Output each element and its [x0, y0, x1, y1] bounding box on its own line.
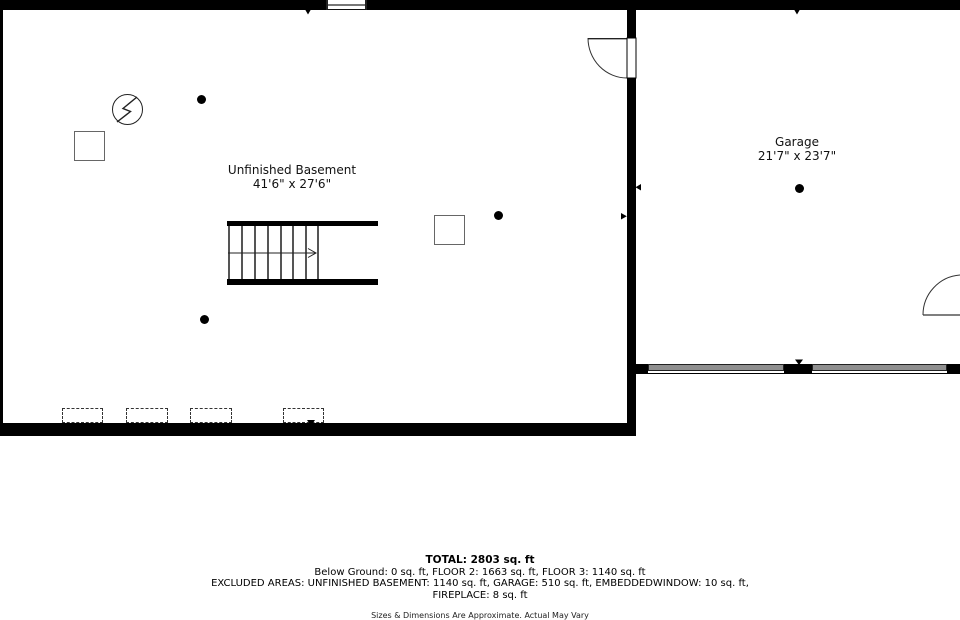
- support-post-square: [434, 215, 465, 245]
- top-wall: [0, 0, 960, 10]
- garage-door-right: [812, 364, 947, 374]
- stair-riser: [280, 226, 282, 279]
- window-well: [126, 408, 168, 423]
- room-name: Unfinished Basement: [227, 163, 357, 177]
- garage-door-left: [648, 364, 784, 374]
- door-swing-arc: [588, 38, 627, 78]
- window-icon: [326, 0, 367, 10]
- window-well: [62, 408, 103, 423]
- window-well: [190, 408, 232, 423]
- stair-riser: [317, 226, 319, 279]
- column-dot: [494, 211, 503, 220]
- column-dot: [200, 315, 209, 324]
- garage-door-panel: [648, 364, 784, 371]
- window-pane-line: [328, 4, 365, 6]
- support-post-square: [74, 131, 105, 161]
- stair-riser: [254, 226, 256, 279]
- window-well: [283, 408, 324, 423]
- wall-tick: [636, 184, 642, 191]
- garage-door-panel: [812, 364, 947, 371]
- basement-bottom-wall: [0, 423, 636, 436]
- column-dot: [795, 184, 804, 193]
- total-area-text: TOTAL: 2803 sq. ft: [425, 554, 535, 566]
- garage-entry-door-swing-arc: [923, 275, 960, 315]
- stair-riser: [228, 226, 230, 279]
- electrical-panel-icon: [112, 94, 143, 125]
- room-label-garage: [697, 136, 897, 163]
- room-dimensions: 21'7" x 23'7": [757, 148, 837, 163]
- stair-riser: [241, 226, 243, 279]
- divider-wall: [627, 0, 636, 436]
- stairs-direction-arrowhead: [308, 249, 316, 258]
- left-wall: [0, 0, 3, 436]
- stair-riser: [267, 226, 269, 279]
- room-label-basement: [192, 164, 392, 191]
- excluded-areas-text2: FIREPLACE: 8 sq. ft: [432, 589, 528, 601]
- column-dot: [197, 95, 206, 104]
- stairs-bottom-wall: [227, 279, 378, 285]
- room-name: Garage: [775, 135, 819, 149]
- stairs-top-wall: [227, 221, 378, 226]
- excluded-areas-text: EXCLUDED AREAS: UNFINISHED BASEMENT: 1140 sq. ft, GARAGE: 510 sq. ft, EMBEDDEDWINDOW: 10 sq. ft,: [211, 578, 749, 589]
- area-summary: [0, 555, 960, 601]
- stair-riser: [292, 226, 294, 279]
- disclaimer-text: Sizes & Dimensions Are Approximate. Actual May Vary: [371, 611, 589, 620]
- room-dimensions: 41'6" x 27'6": [252, 176, 332, 191]
- floor-areas-text: Below Ground: 0 sq. ft, FLOOR 2: 1663 sq. ft, FLOOR 3: 1140 sq. ft: [314, 566, 646, 578]
- wall-tick: [621, 213, 627, 220]
- stair-riser: [305, 226, 307, 279]
